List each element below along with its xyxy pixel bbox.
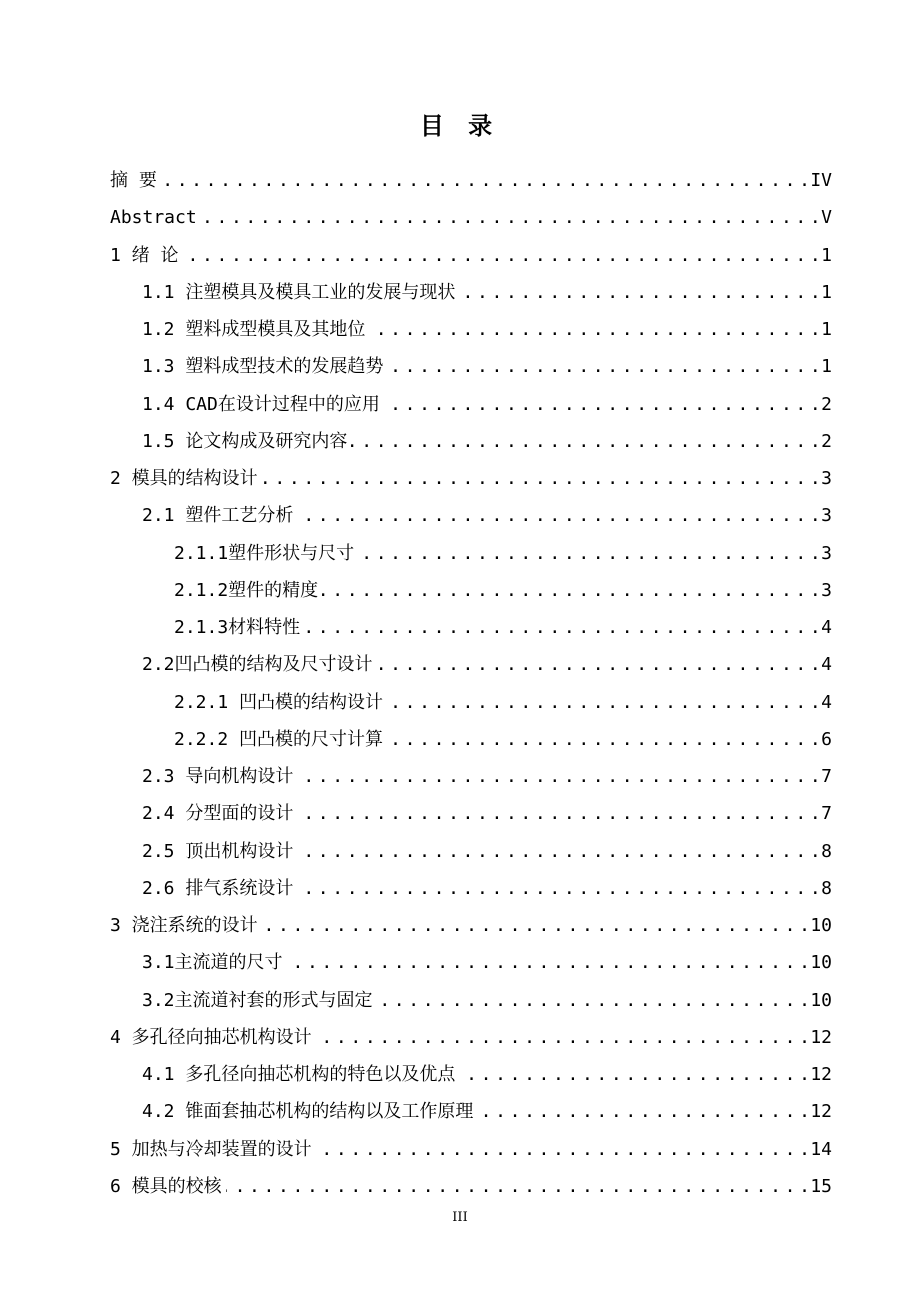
- toc-dot-leader: [351, 423, 817, 460]
- toc-entry[interactable]: [110, 1019, 832, 1056]
- toc-entry[interactable]: [142, 311, 832, 348]
- toc-entry[interactable]: [110, 460, 832, 497]
- toc-entry[interactable]: [142, 870, 832, 907]
- toc-entry-label: 6 模具的校核: [110, 1168, 226, 1205]
- toc-entry-label: 2.4 分型面的设计: [142, 795, 297, 832]
- toc-dot-leader: [384, 386, 817, 423]
- toc-entry-page: 4: [817, 609, 832, 646]
- toc-dot-leader: [369, 311, 817, 348]
- toc-dot-leader: [297, 795, 817, 832]
- toc-entry[interactable]: [142, 833, 832, 870]
- toc-dot-leader: [387, 348, 817, 385]
- toc-entry-page: 10: [806, 944, 832, 981]
- toc-entry-label: 1.3 塑料成型技术的发展趋势: [142, 348, 387, 385]
- toc-entry-label: 3 浇注系统的设计: [110, 907, 262, 944]
- toc-entry-page: 1: [817, 237, 832, 274]
- toc-entry-label: 5 加热与冷却装置的设计: [110, 1131, 316, 1168]
- toc-entry-label: 2.5 顶出机构设计: [142, 833, 297, 870]
- toc-entry-page: 3: [817, 535, 832, 572]
- toc-dot-leader: [262, 460, 817, 497]
- toc-entry[interactable]: [142, 1093, 832, 1130]
- toc-entry-label: 1 绪 论: [110, 237, 183, 274]
- toc-entry[interactable]: [142, 497, 832, 534]
- toc-entry-page: V: [817, 199, 832, 236]
- toc-entry-page: 7: [817, 795, 832, 832]
- toc-entry[interactable]: [110, 199, 832, 236]
- toc-entry-page: 8: [817, 833, 832, 870]
- toc-entry[interactable]: [174, 609, 832, 646]
- toc-entry[interactable]: [142, 944, 832, 981]
- toc-entry[interactable]: [142, 274, 832, 311]
- toc-entry-label: 1.4 CAD在设计过程中的应用: [142, 386, 384, 423]
- toc-dot-leader: [161, 162, 806, 199]
- toc-entry[interactable]: [110, 1168, 832, 1205]
- toc-entry-label: 2.6 排气系统设计: [142, 870, 297, 907]
- toc-entry-label: 4.2 锥面套抽芯机构的结构以及工作原理: [142, 1093, 477, 1130]
- toc-entry[interactable]: [174, 721, 832, 758]
- toc-entry-label: 2.3 导向机构设计: [142, 758, 297, 795]
- toc-entry[interactable]: [142, 348, 832, 385]
- toc-dot-leader: [316, 1131, 807, 1168]
- toc-entry[interactable]: [174, 684, 832, 721]
- toc-entry-page: 12: [806, 1056, 832, 1093]
- toc-entry-page: 6: [817, 721, 832, 758]
- toc-entry-label: 2.2凹凸模的结构及尺寸设计: [142, 646, 377, 683]
- toc-entry[interactable]: [142, 982, 832, 1019]
- toc-entry-label: 2.1 塑件工艺分析: [142, 497, 297, 534]
- toc-entry-label: 2.2.1 凹凸模的结构设计: [174, 684, 387, 721]
- toc-entry[interactable]: [142, 795, 832, 832]
- toc-entry-page: 1: [817, 311, 832, 348]
- toc-entry-page: 4: [817, 684, 832, 721]
- toc-title: 目 录: [419, 112, 501, 140]
- toc-dot-leader: [316, 1019, 807, 1056]
- toc-entry[interactable]: [110, 237, 832, 274]
- toc-entry-page: 2: [817, 423, 832, 460]
- toc-dot-leader: [287, 944, 807, 981]
- toc-dot-leader: [377, 646, 818, 683]
- toc-dot-leader: [297, 758, 817, 795]
- toc-entry-label: Abstract: [110, 199, 201, 236]
- page-number: III: [452, 1210, 468, 1225]
- toc-dot-leader: [304, 609, 817, 646]
- toc-entry-label: 1.2 塑料成型模具及其地位: [142, 311, 369, 348]
- toc-dot-leader: [183, 237, 818, 274]
- toc-entry-label: 2 模具的结构设计: [110, 460, 262, 497]
- toc-dot-leader: [297, 497, 817, 534]
- toc-entry-page: 4: [817, 646, 832, 683]
- toc-dot-leader: [477, 1093, 806, 1130]
- toc-entry[interactable]: [142, 423, 832, 460]
- toc-entry[interactable]: [110, 1131, 832, 1168]
- toc-entry-page: 10: [806, 982, 832, 1019]
- toc-entry[interactable]: [142, 646, 832, 683]
- toc-entry[interactable]: [110, 907, 832, 944]
- toc-entry-page: 1: [817, 348, 832, 385]
- toc-dot-leader: [459, 274, 817, 311]
- toc-entry-page: 1: [817, 274, 832, 311]
- toc-entry-label: 4 多孔径向抽芯机构设计: [110, 1019, 316, 1056]
- toc-dot-leader: [387, 684, 817, 721]
- toc-entry-page: 14: [806, 1131, 832, 1168]
- toc-entry[interactable]: [142, 758, 832, 795]
- toc-entry-label: 摘 要: [110, 162, 161, 199]
- toc-dot-leader: [459, 1056, 806, 1093]
- toc-entry-label: 1.1 注塑模具及模具工业的发展与现状: [142, 274, 459, 311]
- toc-dot-leader: [358, 535, 817, 572]
- toc-entry-label: 3.1主流道的尺寸: [142, 944, 287, 981]
- toc-entry[interactable]: [142, 1056, 832, 1093]
- toc-dot-leader: [387, 721, 817, 758]
- toc-entry-label: 2.1.3材料特性: [174, 609, 304, 646]
- toc-entry-page: 10: [806, 907, 832, 944]
- toc-entry-page: 12: [806, 1093, 832, 1130]
- toc-entry-label: 3.2主流道衬套的形式与固定: [142, 982, 377, 1019]
- toc-dot-leader: [377, 982, 807, 1019]
- toc-entry-page: 15: [806, 1168, 832, 1205]
- toc-entry-page: IV: [806, 162, 832, 199]
- toc-entry-page: 3: [817, 497, 832, 534]
- toc-entry-label: 2.1.1塑件形状与尺寸: [174, 535, 358, 572]
- toc-entry-page: 7: [817, 758, 832, 795]
- toc-entry-page: 3: [817, 460, 832, 497]
- toc-entry-label: 2.1.2塑件的精度: [174, 572, 322, 609]
- toc-entry-label: 1.5 论文构成及研究内容: [142, 423, 351, 460]
- toc-entry[interactable]: [174, 572, 832, 609]
- toc-entry-label: 4.1 多孔径向抽芯机构的特色以及优点: [142, 1056, 459, 1093]
- toc-dot-leader: [226, 1168, 807, 1205]
- toc-dot-leader: [297, 870, 817, 907]
- toc-dot-leader: [297, 833, 817, 870]
- toc-dot-leader: [262, 907, 807, 944]
- toc-entry-page: 3: [817, 572, 832, 609]
- toc-entry-page: 2: [817, 386, 832, 423]
- toc-entry-label: 2.2.2 凹凸模的尺寸计算: [174, 721, 387, 758]
- toc-entry-page: 12: [806, 1019, 832, 1056]
- toc-dot-leader: [322, 572, 817, 609]
- toc-entry[interactable]: [174, 535, 832, 572]
- toc-entry[interactable]: [142, 386, 832, 423]
- toc-entry-page: 8: [817, 870, 832, 907]
- toc-dot-leader: [201, 199, 817, 236]
- toc-entry[interactable]: [110, 162, 832, 199]
